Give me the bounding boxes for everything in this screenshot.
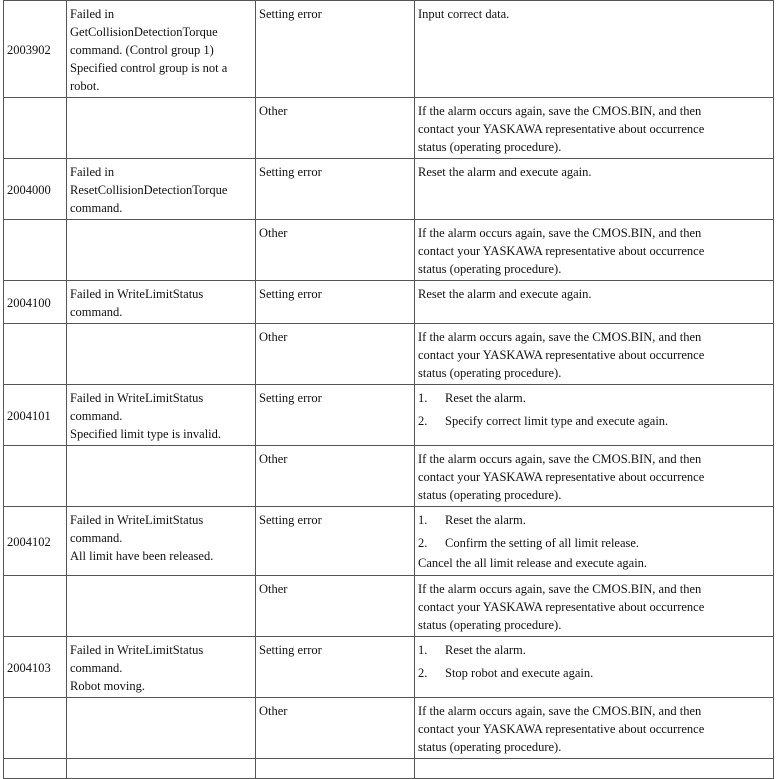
remedy-text — [418, 702, 770, 756]
alarm-description-cell — [67, 507, 256, 576]
alarm-code: 2004103 — [7, 661, 51, 675]
cause-text: Setting error — [259, 513, 322, 527]
description-line: command. — [70, 305, 123, 319]
table-row — [4, 98, 774, 159]
description-line: command. — [70, 201, 123, 215]
step-text: Reset the alarm. — [445, 391, 526, 405]
remedy-cell — [415, 385, 774, 446]
step-number: 2. — [418, 414, 428, 428]
alarm-code-cell — [4, 159, 67, 220]
description-line: Failed in — [70, 7, 115, 21]
remedy-cell — [415, 637, 774, 698]
remedy-line: contact your YASKAWA representative about occurrence — [418, 600, 705, 614]
step-text: Confirm the setting of all limit release. — [445, 536, 640, 550]
remedy-step — [418, 412, 770, 430]
alarm-description-cell — [67, 1, 256, 98]
alarm-code: 2004000 — [7, 183, 51, 197]
step-text: Stop robot and execute again. — [445, 666, 594, 680]
remedy-line: contact your YASKAWA representative about occurrence — [418, 722, 705, 736]
step-number: 2. — [418, 666, 428, 680]
alarm-code-cell — [4, 637, 67, 698]
remedy-step — [418, 389, 770, 407]
remedy-line: status (operating procedure). — [418, 262, 562, 276]
remedy-step — [418, 664, 770, 682]
description-line: Failed in WriteLimitStatus — [70, 643, 204, 657]
alarm-description-cell — [67, 159, 256, 220]
alarm-description — [70, 163, 252, 217]
alarm-description — [70, 641, 252, 695]
description-line: Robot moving. — [70, 679, 146, 693]
alarm-description-cell — [67, 324, 256, 385]
cause-cell — [256, 698, 415, 759]
remedy-text — [418, 163, 770, 181]
cause-cell — [256, 220, 415, 281]
description-line: All limit have been released. — [70, 549, 214, 563]
table-row — [4, 159, 774, 220]
alarm-code-cell — [4, 507, 67, 576]
remedy-steps — [418, 511, 770, 552]
alarm-code: 2004100 — [7, 296, 51, 310]
remedy-text — [418, 328, 770, 382]
alarm-description-cell — [67, 385, 256, 446]
description-line: Failed in WriteLimitStatus — [70, 287, 204, 301]
table-row — [4, 324, 774, 385]
alarm-description-cell — [67, 98, 256, 159]
cause-text: Setting error — [259, 643, 322, 657]
cause-cell — [256, 446, 415, 507]
remedy-cell — [415, 446, 774, 507]
table-row — [4, 220, 774, 281]
alarm-description — [70, 511, 252, 565]
empty-cell — [67, 759, 256, 779]
table-row — [4, 507, 774, 576]
remedy-text — [418, 5, 770, 23]
cause-text: Other — [259, 704, 288, 718]
alarm-code-cell — [4, 385, 67, 446]
remedy-text — [418, 285, 770, 303]
alarm-description — [70, 285, 252, 321]
step-text: Specify correct limit type and execute again. — [445, 414, 669, 428]
alarm-code-cell — [4, 446, 67, 507]
description-line: command. — [70, 661, 123, 675]
alarm-code-cell — [4, 324, 67, 385]
remedy-line: If the alarm occurs again, save the CMOS.BIN, and then — [418, 330, 702, 344]
empty-cell — [4, 759, 67, 779]
cause-cell — [256, 98, 415, 159]
remedy-line: contact your YASKAWA representative about occurrence — [418, 244, 705, 258]
remedy-line: Input correct data. — [418, 7, 510, 21]
table-row — [4, 281, 774, 324]
remedy-line: If the alarm occurs again, save the CMOS.BIN, and then — [418, 704, 702, 718]
alarm-code: 2004102 — [7, 535, 51, 549]
table-row — [4, 576, 774, 637]
remedy-line: status (operating procedure). — [418, 140, 562, 154]
remedy-cell — [415, 576, 774, 637]
cause-cell — [256, 507, 415, 576]
step-text: Reset the alarm. — [445, 643, 526, 657]
cause-text: Setting error — [259, 7, 322, 21]
remedy-cell — [415, 159, 774, 220]
alarm-code-cell — [4, 98, 67, 159]
remedy-step — [418, 534, 770, 552]
cause-cell — [256, 637, 415, 698]
empty-cell — [415, 759, 774, 779]
cause-cell — [256, 324, 415, 385]
alarm-code: 2004101 — [7, 409, 51, 423]
table-row — [4, 1, 774, 98]
cause-text: Setting error — [259, 391, 322, 405]
remedy-text — [418, 450, 770, 504]
alarm-code-cell — [4, 281, 67, 324]
remedy-line: status (operating procedure). — [418, 366, 562, 380]
step-number: 1. — [418, 513, 428, 527]
table-row — [4, 698, 774, 759]
remedy-line: If the alarm occurs again, save the CMOS.BIN, and then — [418, 452, 702, 466]
cause-cell — [256, 159, 415, 220]
alarm-description-cell — [67, 281, 256, 324]
table-row — [4, 637, 774, 698]
alarm-code-cell — [4, 698, 67, 759]
remedy-cell — [415, 324, 774, 385]
cause-cell — [256, 576, 415, 637]
remedy-line: contact your YASKAWA representative about occurrence — [418, 122, 705, 136]
remedy-text — [418, 224, 770, 278]
alarm-description-cell — [67, 220, 256, 281]
description-line: Failed in WriteLimitStatus — [70, 391, 204, 405]
description-line: Specified control group is not a — [70, 61, 228, 75]
remedy-line: status (operating procedure). — [418, 488, 562, 502]
remedy-cell — [415, 98, 774, 159]
remedy-cell — [415, 698, 774, 759]
cause-text: Other — [259, 452, 288, 466]
cause-text: Setting error — [259, 165, 322, 179]
step-text: Reset the alarm. — [445, 513, 526, 527]
remedy-note: Cancel the all limit release and execute again. — [418, 556, 648, 570]
description-line: robot. — [70, 79, 100, 93]
description-line: command. — [70, 409, 123, 423]
table-row — [4, 385, 774, 446]
description-line: command. — [70, 531, 123, 545]
step-number: 1. — [418, 643, 428, 657]
remedy-line: status (operating procedure). — [418, 618, 562, 632]
description-line: Specified limit type is invalid. — [70, 427, 222, 441]
cause-text: Setting error — [259, 287, 322, 301]
alarm-code-cell — [4, 220, 67, 281]
remedy-line: If the alarm occurs again, save the CMOS.BIN, and then — [418, 582, 702, 596]
table-row — [4, 759, 774, 779]
alarm-description-cell — [67, 446, 256, 507]
cause-cell — [256, 1, 415, 98]
description-line: Failed in WriteLimitStatus — [70, 513, 204, 527]
alarm-code-cell — [4, 576, 67, 637]
remedy-step — [418, 511, 770, 529]
cause-text: Other — [259, 104, 288, 118]
alarm-description-cell — [67, 576, 256, 637]
remedy-cell — [415, 220, 774, 281]
remedy-line: contact your YASKAWA representative about occurrence — [418, 470, 705, 484]
alarm-description-cell — [67, 637, 256, 698]
description-line: Failed in — [70, 165, 115, 179]
remedy-text — [418, 580, 770, 634]
table-row — [4, 446, 774, 507]
description-line: ResetCollisionDetectionTorque — [70, 183, 228, 197]
remedy-cell — [415, 507, 774, 576]
cause-text: Other — [259, 226, 288, 240]
alarm-description — [70, 389, 252, 443]
cause-cell — [256, 385, 415, 446]
remedy-line: If the alarm occurs again, save the CMOS.BIN, and then — [418, 104, 702, 118]
alarm-table — [3, 0, 774, 779]
step-number: 1. — [418, 391, 428, 405]
remedy-line: status (operating procedure). — [418, 740, 562, 754]
description-line: GetCollisionDetectionTorque — [70, 25, 218, 39]
alarm-code: 2003902 — [7, 43, 51, 57]
remedy-text — [418, 102, 770, 156]
empty-cell — [256, 759, 415, 779]
remedy-cell — [415, 1, 774, 98]
cause-text: Other — [259, 582, 288, 596]
remedy-step — [418, 641, 770, 659]
step-number: 2. — [418, 536, 428, 550]
remedy-line: Reset the alarm and execute again. — [418, 165, 592, 179]
alarm-description — [70, 5, 252, 95]
alarm-description-cell — [67, 698, 256, 759]
remedy-line: contact your YASKAWA representative about occurrence — [418, 348, 705, 362]
alarm-table-body — [4, 1, 774, 779]
cause-cell — [256, 281, 415, 324]
remedy-steps — [418, 389, 770, 430]
remedy-line: Reset the alarm and execute again. — [418, 287, 592, 301]
remedy-cell — [415, 281, 774, 324]
remedy-steps — [418, 641, 770, 682]
cause-text: Other — [259, 330, 288, 344]
alarm-code-cell — [4, 1, 67, 98]
description-line: command. (Control group 1) — [70, 43, 214, 57]
remedy-line: If the alarm occurs again, save the CMOS.BIN, and then — [418, 226, 702, 240]
